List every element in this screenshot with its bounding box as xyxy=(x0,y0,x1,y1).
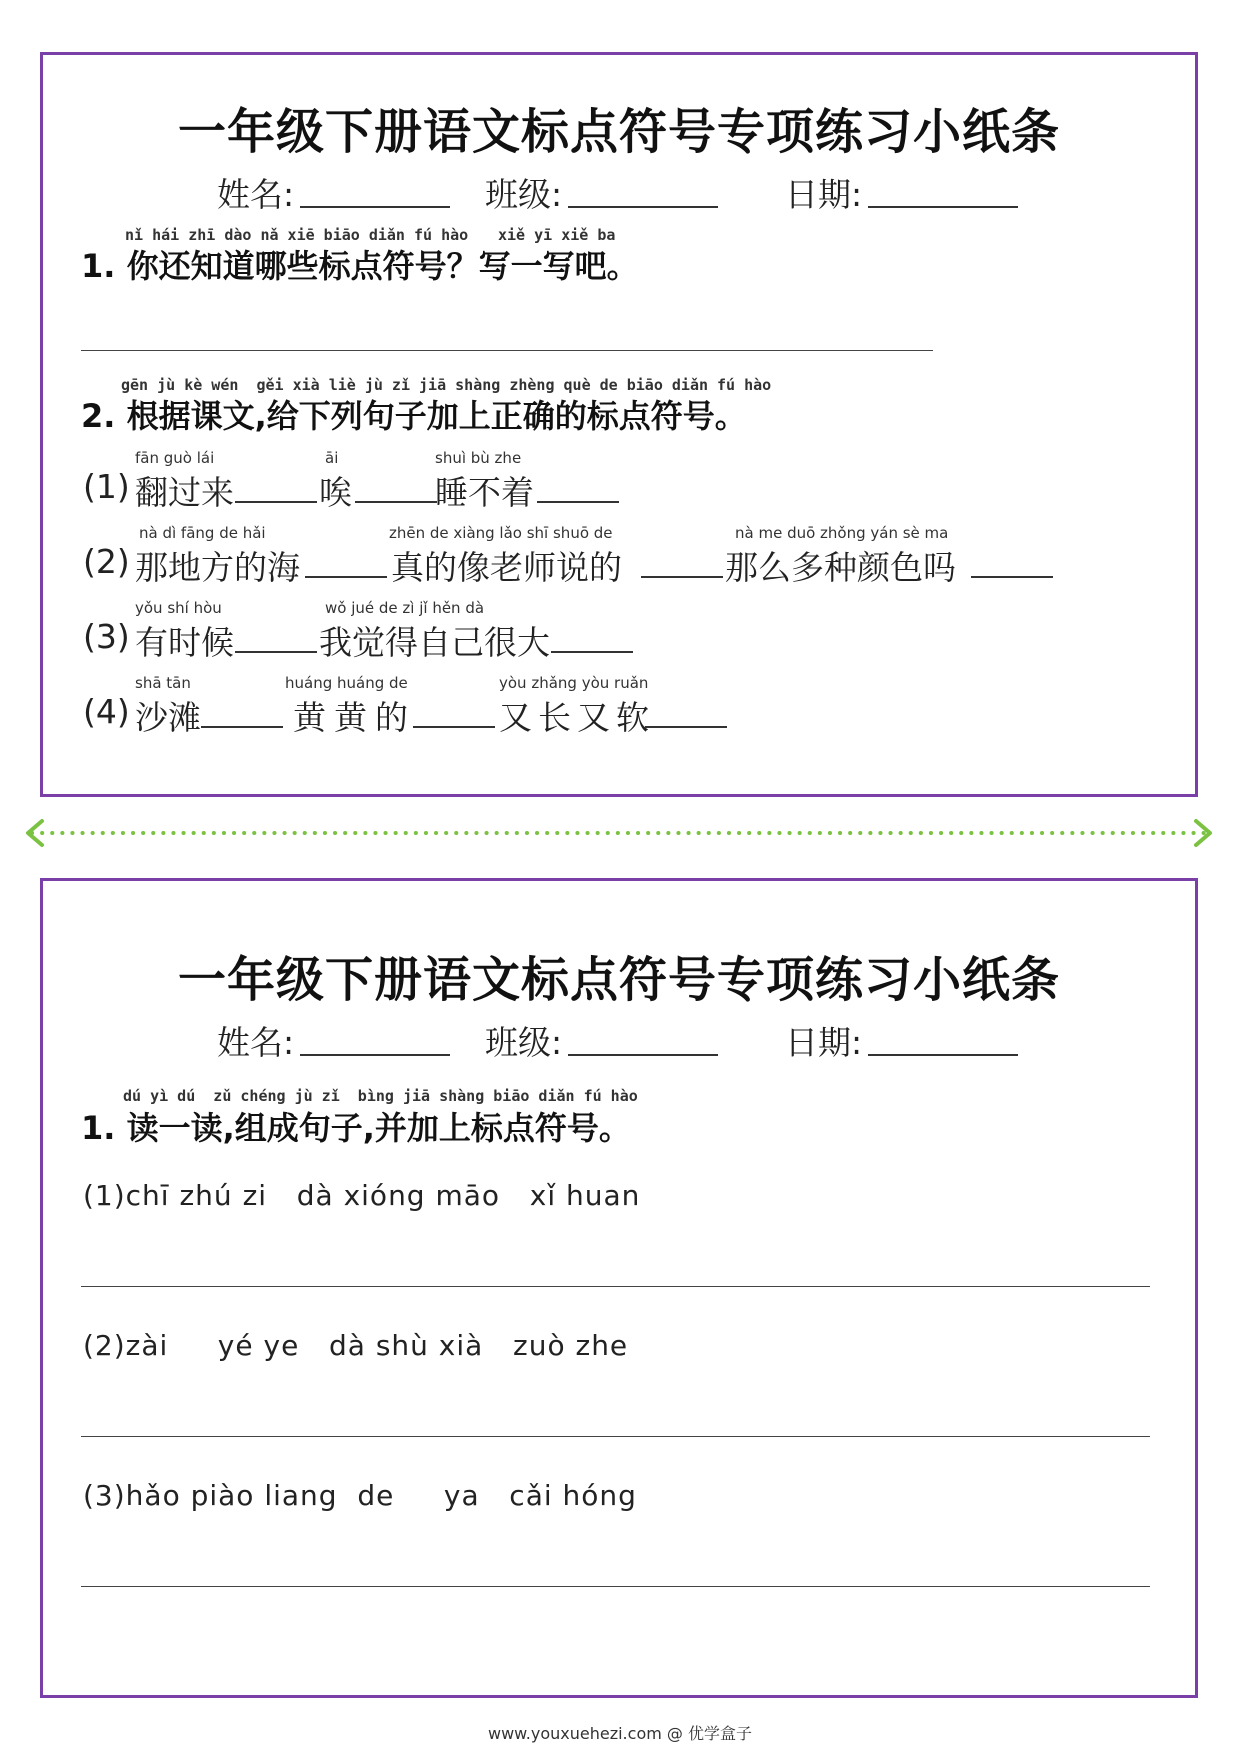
name-blank-2[interactable] xyxy=(300,1052,450,1056)
class-field-2 xyxy=(485,1017,718,1064)
item-2-blank-3[interactable] xyxy=(971,576,1053,578)
q1-answer-line[interactable] xyxy=(81,350,933,351)
c2-row-2-answer-line[interactable] xyxy=(81,1436,1150,1437)
worksheet-title-2: 一年级下册语文标点符号专项练习小纸条 xyxy=(177,952,1060,1008)
question-1: 1. 你还知道哪些标点符号？写一写吧。 xyxy=(81,247,639,285)
date-field xyxy=(785,169,1018,216)
item-1-text-1: 翻过来 xyxy=(135,473,234,512)
item-1-blank-2[interactable] xyxy=(355,501,437,503)
item-4-text-1: 沙滩 xyxy=(135,698,201,737)
q1-pinyin-b: xiě yī xiě ba xyxy=(498,226,616,244)
item-2-text-2: 真的像老师说的 xyxy=(391,548,622,587)
item-3-text-1: 有时候 xyxy=(135,623,234,662)
worksheet-title: 一年级下册语文标点符号专项练习小纸条 xyxy=(177,104,1060,160)
item-1-number: (1) xyxy=(83,467,130,506)
item-4-pinyin-1: shā tān xyxy=(135,674,191,692)
worksheet-card-2 xyxy=(40,878,1198,1698)
q2-pinyin: gēn jù kè wén gěi xià liè jù zǐ jiā shàng zhèng què de biāo diǎn fú hào xyxy=(121,376,772,394)
name-field xyxy=(217,169,450,216)
item-3-pinyin-1: yǒu shí hòu xyxy=(135,599,222,617)
item-1-pinyin-2: āi xyxy=(325,449,339,467)
item-4-number: (4) xyxy=(83,692,130,731)
item-2-pinyin-3: nà me duō zhǒng yán sè ma xyxy=(735,524,949,542)
class-blank-2[interactable] xyxy=(568,1052,718,1056)
item-2-pinyin-1: nà dì fāng de hǎi xyxy=(139,524,266,542)
item-2-number: (2) xyxy=(83,542,130,581)
date-label: 日期: xyxy=(785,175,863,214)
item-2-blank-2[interactable] xyxy=(641,576,723,578)
item-1-text-3: 睡不着 xyxy=(435,473,534,512)
item-1-text-2: 唉 xyxy=(319,473,352,512)
c2-row-3-words: (3)hǎo piào liang de ya cǎi hóng xyxy=(83,1479,637,1512)
date-blank[interactable] xyxy=(868,204,1018,208)
item-2-pinyin-2: zhēn de xiàng lǎo shī shuō de xyxy=(389,524,613,542)
class-label: 班级: xyxy=(485,175,563,214)
date-field-2 xyxy=(785,1017,1018,1064)
item-2-text-3: 那么多种颜色吗 xyxy=(725,548,956,587)
item-1-pinyin-3: shuì bù zhe xyxy=(435,449,522,467)
c2-row-3-answer-line[interactable] xyxy=(81,1586,1150,1587)
class-blank[interactable] xyxy=(568,204,718,208)
footer-watermark: www.youxuehezi.com @ 优学盒子 xyxy=(488,1724,752,1743)
name-label: 姓名: xyxy=(217,175,295,214)
item-1-blank-1[interactable] xyxy=(235,501,317,503)
cut-line-divider xyxy=(24,818,1214,848)
item-4-blank-2[interactable] xyxy=(413,726,495,728)
item-4-blank-1[interactable] xyxy=(201,726,283,728)
item-2-text-1: 那地方的海 xyxy=(135,548,300,587)
class-field xyxy=(485,169,718,216)
name-field-2 xyxy=(217,1017,450,1064)
item-4-text-3: 又长又软 xyxy=(499,698,655,737)
item-3-blank-1[interactable] xyxy=(235,651,317,653)
item-1-blank-3[interactable] xyxy=(537,501,619,503)
item-3-pinyin-2: wǒ jué de zì jǐ hěn dà xyxy=(325,599,485,617)
item-2-blank-1[interactable] xyxy=(305,576,387,578)
c2-row-1-words: (1)chī zhú zi dà xióng māo xǐ huan xyxy=(83,1179,641,1212)
name-blank[interactable] xyxy=(300,204,450,208)
question-2: 2. 根据课文,给下列句子加上正确的标点符号。 xyxy=(81,397,747,435)
item-4-text-2: 黄黄的 xyxy=(293,698,416,737)
c2-row-1-answer-line[interactable] xyxy=(81,1286,1150,1287)
q1-pinyin-a: nǐ hái zhī dào nǎ xiē biāo diǎn fú hào xyxy=(125,226,469,244)
date-blank-2[interactable] xyxy=(868,1052,1018,1056)
item-4-blank-3[interactable] xyxy=(645,726,727,728)
class-label-2: 班级: xyxy=(485,1023,563,1062)
item-3-text-2: 我觉得自己很大 xyxy=(319,623,550,662)
c2-row-2-words: (2)zài yé ye dà shù xià zuò zhe xyxy=(83,1329,629,1362)
c2-q1-pinyin: dú yì dú zǔ chéng jù zǐ bìng jiā shàng biāo diǎn fú hào xyxy=(123,1087,638,1105)
worksheet-card-1 xyxy=(40,52,1198,797)
item-4-pinyin-2: huáng huáng de xyxy=(285,674,408,692)
item-4-pinyin-3: yòu zhǎng yòu ruǎn xyxy=(499,674,649,692)
item-1-pinyin-1: fān guò lái xyxy=(135,449,215,467)
item-3-blank-2[interactable] xyxy=(551,651,633,653)
date-label-2: 日期: xyxy=(785,1023,863,1062)
name-label-2: 姓名: xyxy=(217,1023,295,1062)
item-3-number: (3) xyxy=(83,617,130,656)
c2-question-1: 1. 读一读,组成句子,并加上标点符号。 xyxy=(81,1109,631,1147)
